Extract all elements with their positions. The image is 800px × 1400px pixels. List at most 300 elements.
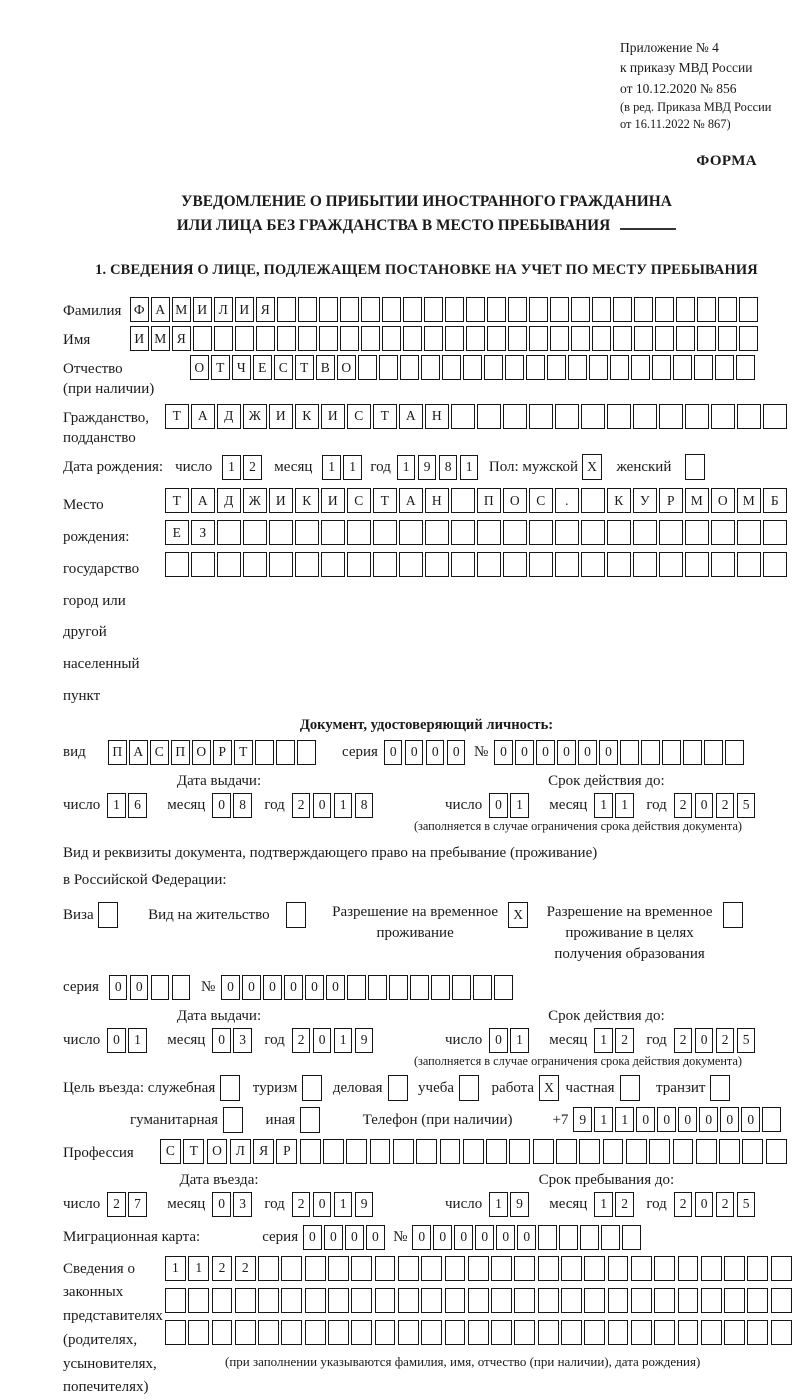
char-cell[interactable]: [98, 902, 118, 928]
char-cell[interactable]: [382, 326, 401, 351]
char-cell[interactable]: 1: [615, 793, 634, 818]
char-cell[interactable]: [509, 1139, 530, 1164]
char-cell[interactable]: [368, 975, 387, 1000]
char-cell[interactable]: [697, 326, 716, 351]
char-cell[interactable]: О: [207, 1139, 228, 1164]
char-cell[interactable]: [463, 355, 482, 380]
char-cell[interactable]: [581, 552, 605, 577]
char-cell[interactable]: [559, 1225, 578, 1250]
char-cell[interactable]: [607, 520, 631, 545]
char-cell[interactable]: [613, 326, 632, 351]
char-cell[interactable]: [556, 1139, 577, 1164]
char-cell[interactable]: 1: [460, 455, 479, 480]
char-cell[interactable]: [440, 1139, 461, 1164]
char-cell[interactable]: [477, 552, 501, 577]
char-cell[interactable]: 0: [433, 1225, 452, 1250]
char-cell[interactable]: [165, 1320, 186, 1345]
char-cell[interactable]: [747, 1320, 768, 1345]
char-cell[interactable]: [608, 1320, 629, 1345]
char-cell[interactable]: [662, 740, 681, 765]
char-cell[interactable]: [214, 326, 233, 351]
char-cell[interactable]: 0: [699, 1107, 718, 1132]
char-cell[interactable]: 5: [737, 1028, 756, 1053]
char-cell[interactable]: [654, 1256, 675, 1281]
char-cell[interactable]: [403, 326, 422, 351]
char-cell[interactable]: [347, 975, 366, 1000]
char-cell[interactable]: 0: [536, 740, 555, 765]
char-cell[interactable]: [763, 520, 787, 545]
char-cell[interactable]: [346, 1139, 367, 1164]
char-cell[interactable]: 0: [454, 1225, 473, 1250]
char-cell[interactable]: [659, 552, 683, 577]
char-cell[interactable]: 1: [615, 1107, 634, 1132]
char-cell[interactable]: И: [269, 488, 293, 513]
char-cell[interactable]: [503, 520, 527, 545]
char-cell[interactable]: 2: [615, 1192, 634, 1217]
char-cell[interactable]: [747, 1256, 768, 1281]
char-cell[interactable]: [305, 1256, 326, 1281]
char-cell[interactable]: 0: [557, 740, 576, 765]
char-cell[interactable]: [685, 520, 709, 545]
char-cell[interactable]: С: [150, 740, 169, 765]
char-cell[interactable]: [654, 1288, 675, 1313]
char-cell[interactable]: 1: [334, 1192, 353, 1217]
char-cell[interactable]: Я: [172, 326, 191, 351]
char-cell[interactable]: 1: [510, 793, 529, 818]
char-cell[interactable]: [724, 1256, 745, 1281]
char-cell[interactable]: [737, 520, 761, 545]
char-cell[interactable]: И: [235, 297, 254, 322]
char-cell[interactable]: [281, 1320, 302, 1345]
char-cell[interactable]: 1: [594, 1107, 613, 1132]
char-cell[interactable]: 5: [737, 793, 756, 818]
char-cell[interactable]: [529, 520, 553, 545]
char-cell[interactable]: [388, 1075, 408, 1101]
char-cell[interactable]: [723, 902, 743, 928]
char-cell[interactable]: [463, 1139, 484, 1164]
char-cell[interactable]: С: [347, 488, 371, 513]
char-cell[interactable]: [416, 1139, 437, 1164]
char-cell[interactable]: 3: [233, 1028, 252, 1053]
char-cell[interactable]: 6: [128, 793, 147, 818]
char-cell[interactable]: [191, 552, 215, 577]
char-cell[interactable]: И: [321, 404, 345, 429]
char-cell[interactable]: [421, 1288, 442, 1313]
char-cell[interactable]: [347, 552, 371, 577]
char-cell[interactable]: [701, 1256, 722, 1281]
char-cell[interactable]: 9: [355, 1192, 374, 1217]
char-cell[interactable]: [243, 520, 267, 545]
char-cell[interactable]: [762, 1107, 781, 1132]
char-cell[interactable]: 8: [355, 793, 374, 818]
char-cell[interactable]: Р: [659, 488, 683, 513]
char-cell[interactable]: [742, 1139, 763, 1164]
char-cell[interactable]: Ж: [243, 404, 267, 429]
char-cell[interactable]: [711, 404, 735, 429]
char-cell[interactable]: [747, 1288, 768, 1313]
char-cell[interactable]: [328, 1256, 349, 1281]
char-cell[interactable]: С: [347, 404, 371, 429]
char-cell[interactable]: 1: [334, 793, 353, 818]
char-cell[interactable]: [514, 1320, 535, 1345]
char-cell[interactable]: [724, 1288, 745, 1313]
char-cell[interactable]: А: [399, 488, 423, 513]
char-cell[interactable]: 0: [695, 1192, 714, 1217]
char-cell[interactable]: [584, 1288, 605, 1313]
char-cell[interactable]: [633, 552, 657, 577]
char-cell[interactable]: [451, 404, 475, 429]
char-cell[interactable]: П: [477, 488, 501, 513]
char-cell[interactable]: [607, 552, 631, 577]
char-cell[interactable]: [212, 1320, 233, 1345]
char-cell[interactable]: [328, 1288, 349, 1313]
char-cell[interactable]: [487, 326, 506, 351]
char-cell[interactable]: Б: [763, 488, 787, 513]
char-cell[interactable]: [580, 1225, 599, 1250]
char-cell[interactable]: П: [171, 740, 190, 765]
char-cell[interactable]: [193, 326, 212, 351]
char-cell[interactable]: Я: [256, 297, 275, 322]
char-cell[interactable]: [766, 1139, 787, 1164]
char-cell[interactable]: [694, 355, 713, 380]
char-cell[interactable]: [555, 520, 579, 545]
char-cell[interactable]: 0: [475, 1225, 494, 1250]
char-cell[interactable]: И: [130, 326, 149, 351]
char-cell[interactable]: Д: [217, 404, 241, 429]
char-cell[interactable]: [281, 1256, 302, 1281]
char-cell[interactable]: [373, 552, 397, 577]
char-cell[interactable]: [398, 1320, 419, 1345]
char-cell[interactable]: [508, 297, 527, 322]
char-cell[interactable]: 0: [599, 740, 618, 765]
char-cell[interactable]: К: [295, 488, 319, 513]
char-cell[interactable]: М: [151, 326, 170, 351]
char-cell[interactable]: С: [529, 488, 553, 513]
char-cell[interactable]: [217, 552, 241, 577]
char-cell[interactable]: [633, 520, 657, 545]
char-cell[interactable]: [375, 1256, 396, 1281]
char-cell[interactable]: 0: [212, 1192, 231, 1217]
char-cell[interactable]: 1: [397, 455, 416, 480]
char-cell[interactable]: [676, 297, 695, 322]
char-cell[interactable]: О: [192, 740, 211, 765]
char-cell[interactable]: 3: [233, 1192, 252, 1217]
char-cell[interactable]: [589, 355, 608, 380]
char-cell[interactable]: 2: [107, 1192, 126, 1217]
char-cell[interactable]: [710, 1075, 730, 1101]
char-cell[interactable]: Л: [214, 297, 233, 322]
char-cell[interactable]: [561, 1288, 582, 1313]
char-cell[interactable]: Т: [373, 404, 397, 429]
char-cell[interactable]: [223, 1107, 243, 1133]
char-cell[interactable]: [607, 404, 631, 429]
char-cell[interactable]: [683, 740, 702, 765]
char-cell[interactable]: 9: [355, 1028, 374, 1053]
char-cell[interactable]: [425, 552, 449, 577]
char-cell[interactable]: X: [508, 902, 528, 928]
char-cell[interactable]: [295, 552, 319, 577]
char-cell[interactable]: Ф: [130, 297, 149, 322]
char-cell[interactable]: [601, 1225, 620, 1250]
char-cell[interactable]: [468, 1288, 489, 1313]
char-cell[interactable]: [584, 1256, 605, 1281]
char-cell[interactable]: О: [503, 488, 527, 513]
char-cell[interactable]: [697, 297, 716, 322]
char-cell[interactable]: [442, 355, 461, 380]
char-cell[interactable]: 0: [384, 740, 403, 765]
char-cell[interactable]: [477, 404, 501, 429]
char-cell[interactable]: 0: [515, 740, 534, 765]
char-cell[interactable]: [676, 326, 695, 351]
char-cell[interactable]: [370, 1139, 391, 1164]
char-cell[interactable]: [425, 520, 449, 545]
char-cell[interactable]: [421, 1256, 442, 1281]
char-cell[interactable]: 8: [233, 793, 252, 818]
char-cell[interactable]: А: [399, 404, 423, 429]
char-cell[interactable]: Т: [295, 355, 314, 380]
char-cell[interactable]: [351, 1320, 372, 1345]
char-cell[interactable]: [771, 1320, 792, 1345]
char-cell[interactable]: [529, 552, 553, 577]
char-cell[interactable]: [685, 454, 705, 480]
char-cell[interactable]: [696, 1139, 717, 1164]
char-cell[interactable]: [217, 520, 241, 545]
char-cell[interactable]: [445, 1320, 466, 1345]
char-cell[interactable]: [389, 975, 408, 1000]
char-cell[interactable]: [451, 488, 475, 513]
char-cell[interactable]: [340, 326, 359, 351]
char-cell[interactable]: [319, 326, 338, 351]
char-cell[interactable]: 1: [322, 455, 341, 480]
char-cell[interactable]: [568, 355, 587, 380]
char-cell[interactable]: 1: [107, 793, 126, 818]
char-cell[interactable]: 0: [313, 1028, 332, 1053]
char-cell[interactable]: [375, 1288, 396, 1313]
char-cell[interactable]: [538, 1256, 559, 1281]
char-cell[interactable]: [529, 297, 548, 322]
char-cell[interactable]: 0: [678, 1107, 697, 1132]
char-cell[interactable]: [550, 326, 569, 351]
char-cell[interactable]: [538, 1225, 557, 1250]
char-cell[interactable]: 2: [292, 1192, 311, 1217]
char-cell[interactable]: 0: [405, 740, 424, 765]
char-cell[interactable]: 2: [674, 793, 693, 818]
char-cell[interactable]: [634, 297, 653, 322]
char-cell[interactable]: [561, 1320, 582, 1345]
char-cell[interactable]: [459, 1075, 479, 1101]
char-cell[interactable]: 0: [345, 1225, 364, 1250]
char-cell[interactable]: 0: [494, 740, 513, 765]
char-cell[interactable]: И: [321, 488, 345, 513]
char-cell[interactable]: 1: [510, 1028, 529, 1053]
char-cell[interactable]: [305, 1288, 326, 1313]
char-cell[interactable]: [631, 355, 650, 380]
char-cell[interactable]: [678, 1320, 699, 1345]
char-cell[interactable]: [212, 1288, 233, 1313]
char-cell[interactable]: [655, 297, 674, 322]
char-cell[interactable]: [649, 1139, 670, 1164]
char-cell[interactable]: [398, 1288, 419, 1313]
char-cell[interactable]: [592, 297, 611, 322]
char-cell[interactable]: [503, 404, 527, 429]
char-cell[interactable]: [286, 902, 306, 928]
char-cell[interactable]: [673, 1139, 694, 1164]
char-cell[interactable]: [298, 326, 317, 351]
char-cell[interactable]: 0: [695, 793, 714, 818]
char-cell[interactable]: А: [191, 488, 215, 513]
char-cell[interactable]: [382, 297, 401, 322]
char-cell[interactable]: 1: [594, 1028, 613, 1053]
char-cell[interactable]: [659, 520, 683, 545]
char-cell[interactable]: [256, 326, 275, 351]
char-cell[interactable]: 0: [412, 1225, 431, 1250]
char-cell[interactable]: [258, 1288, 279, 1313]
char-cell[interactable]: [626, 1139, 647, 1164]
char-cell[interactable]: 0: [578, 740, 597, 765]
char-cell[interactable]: [584, 1320, 605, 1345]
char-cell[interactable]: [701, 1320, 722, 1345]
char-cell[interactable]: [685, 552, 709, 577]
char-cell[interactable]: [445, 326, 464, 351]
char-cell[interactable]: 8: [439, 455, 458, 480]
char-cell[interactable]: 2: [716, 793, 735, 818]
char-cell[interactable]: [323, 1139, 344, 1164]
char-cell[interactable]: 0: [284, 975, 303, 1000]
char-cell[interactable]: М: [685, 488, 709, 513]
char-cell[interactable]: 0: [720, 1107, 739, 1132]
char-cell[interactable]: [526, 355, 545, 380]
char-cell[interactable]: 0: [313, 1192, 332, 1217]
char-cell[interactable]: [715, 355, 734, 380]
char-cell[interactable]: [361, 297, 380, 322]
char-cell[interactable]: [468, 1256, 489, 1281]
char-cell[interactable]: [269, 552, 293, 577]
char-cell[interactable]: [659, 404, 683, 429]
char-cell[interactable]: [298, 297, 317, 322]
char-cell[interactable]: [399, 552, 423, 577]
char-cell[interactable]: [622, 1225, 641, 1250]
char-cell[interactable]: 0: [313, 793, 332, 818]
char-cell[interactable]: [561, 1256, 582, 1281]
char-cell[interactable]: [473, 975, 492, 1000]
char-cell[interactable]: 0: [221, 975, 240, 1000]
char-cell[interactable]: [655, 326, 674, 351]
char-cell[interactable]: [361, 326, 380, 351]
char-cell[interactable]: С: [160, 1139, 181, 1164]
char-cell[interactable]: [581, 520, 605, 545]
char-cell[interactable]: 9: [418, 455, 437, 480]
char-cell[interactable]: [724, 1320, 745, 1345]
char-cell[interactable]: [547, 355, 566, 380]
char-cell[interactable]: [631, 1288, 652, 1313]
char-cell[interactable]: [188, 1288, 209, 1313]
char-cell[interactable]: С: [274, 355, 293, 380]
char-cell[interactable]: [302, 1075, 322, 1101]
char-cell[interactable]: А: [129, 740, 148, 765]
char-cell[interactable]: [631, 1256, 652, 1281]
char-cell[interactable]: [737, 552, 761, 577]
char-cell[interactable]: [678, 1256, 699, 1281]
char-cell[interactable]: [172, 975, 191, 1000]
char-cell[interactable]: [633, 404, 657, 429]
char-cell[interactable]: 0: [366, 1225, 385, 1250]
char-cell[interactable]: [529, 404, 553, 429]
char-cell[interactable]: [620, 1075, 640, 1101]
char-cell[interactable]: [771, 1288, 792, 1313]
char-cell[interactable]: [555, 552, 579, 577]
char-cell[interactable]: [494, 975, 513, 1000]
char-cell[interactable]: К: [607, 488, 631, 513]
char-cell[interactable]: 0: [489, 793, 508, 818]
char-cell[interactable]: [763, 552, 787, 577]
char-cell[interactable]: 0: [303, 1225, 322, 1250]
char-cell[interactable]: 9: [510, 1192, 529, 1217]
char-cell[interactable]: Д: [217, 488, 241, 513]
char-cell[interactable]: 1: [222, 455, 241, 480]
char-cell[interactable]: [403, 297, 422, 322]
char-cell[interactable]: [424, 326, 443, 351]
char-cell[interactable]: [421, 355, 440, 380]
char-cell[interactable]: [347, 520, 371, 545]
char-cell[interactable]: 1: [128, 1028, 147, 1053]
char-cell[interactable]: [711, 552, 735, 577]
char-cell[interactable]: [685, 404, 709, 429]
char-cell[interactable]: [763, 404, 787, 429]
char-cell[interactable]: М: [172, 297, 191, 322]
char-cell[interactable]: [571, 326, 590, 351]
char-cell[interactable]: [737, 404, 761, 429]
char-cell[interactable]: [220, 1075, 240, 1101]
char-cell[interactable]: 0: [263, 975, 282, 1000]
char-cell[interactable]: К: [295, 404, 319, 429]
char-cell[interactable]: О: [337, 355, 356, 380]
char-cell[interactable]: [188, 1320, 209, 1345]
char-cell[interactable]: [505, 355, 524, 380]
char-cell[interactable]: [503, 552, 527, 577]
char-cell[interactable]: Т: [211, 355, 230, 380]
char-cell[interactable]: [579, 1139, 600, 1164]
char-cell[interactable]: [491, 1320, 512, 1345]
char-cell[interactable]: 9: [573, 1107, 592, 1132]
char-cell[interactable]: [514, 1256, 535, 1281]
char-cell[interactable]: Н: [425, 488, 449, 513]
char-cell[interactable]: [538, 1320, 559, 1345]
char-cell[interactable]: 7: [128, 1192, 147, 1217]
char-cell[interactable]: [678, 1288, 699, 1313]
char-cell[interactable]: З: [191, 520, 215, 545]
char-cell[interactable]: 5: [737, 1192, 756, 1217]
char-cell[interactable]: [631, 1320, 652, 1345]
char-cell[interactable]: [424, 297, 443, 322]
char-cell[interactable]: Л: [230, 1139, 251, 1164]
char-cell[interactable]: [581, 488, 605, 513]
char-cell[interactable]: [484, 355, 503, 380]
char-cell[interactable]: [533, 1139, 554, 1164]
char-cell[interactable]: [739, 326, 758, 351]
char-cell[interactable]: [652, 355, 671, 380]
char-cell[interactable]: П: [108, 740, 127, 765]
char-cell[interactable]: 0: [130, 975, 149, 1000]
char-cell[interactable]: 2: [615, 1028, 634, 1053]
char-cell[interactable]: 0: [426, 740, 445, 765]
char-cell[interactable]: 0: [305, 975, 324, 1000]
char-cell[interactable]: 0: [496, 1225, 515, 1250]
char-cell[interactable]: [351, 1288, 372, 1313]
char-cell[interactable]: [321, 520, 345, 545]
char-cell[interactable]: [445, 1256, 466, 1281]
char-cell[interactable]: [555, 404, 579, 429]
char-cell[interactable]: [398, 1256, 419, 1281]
